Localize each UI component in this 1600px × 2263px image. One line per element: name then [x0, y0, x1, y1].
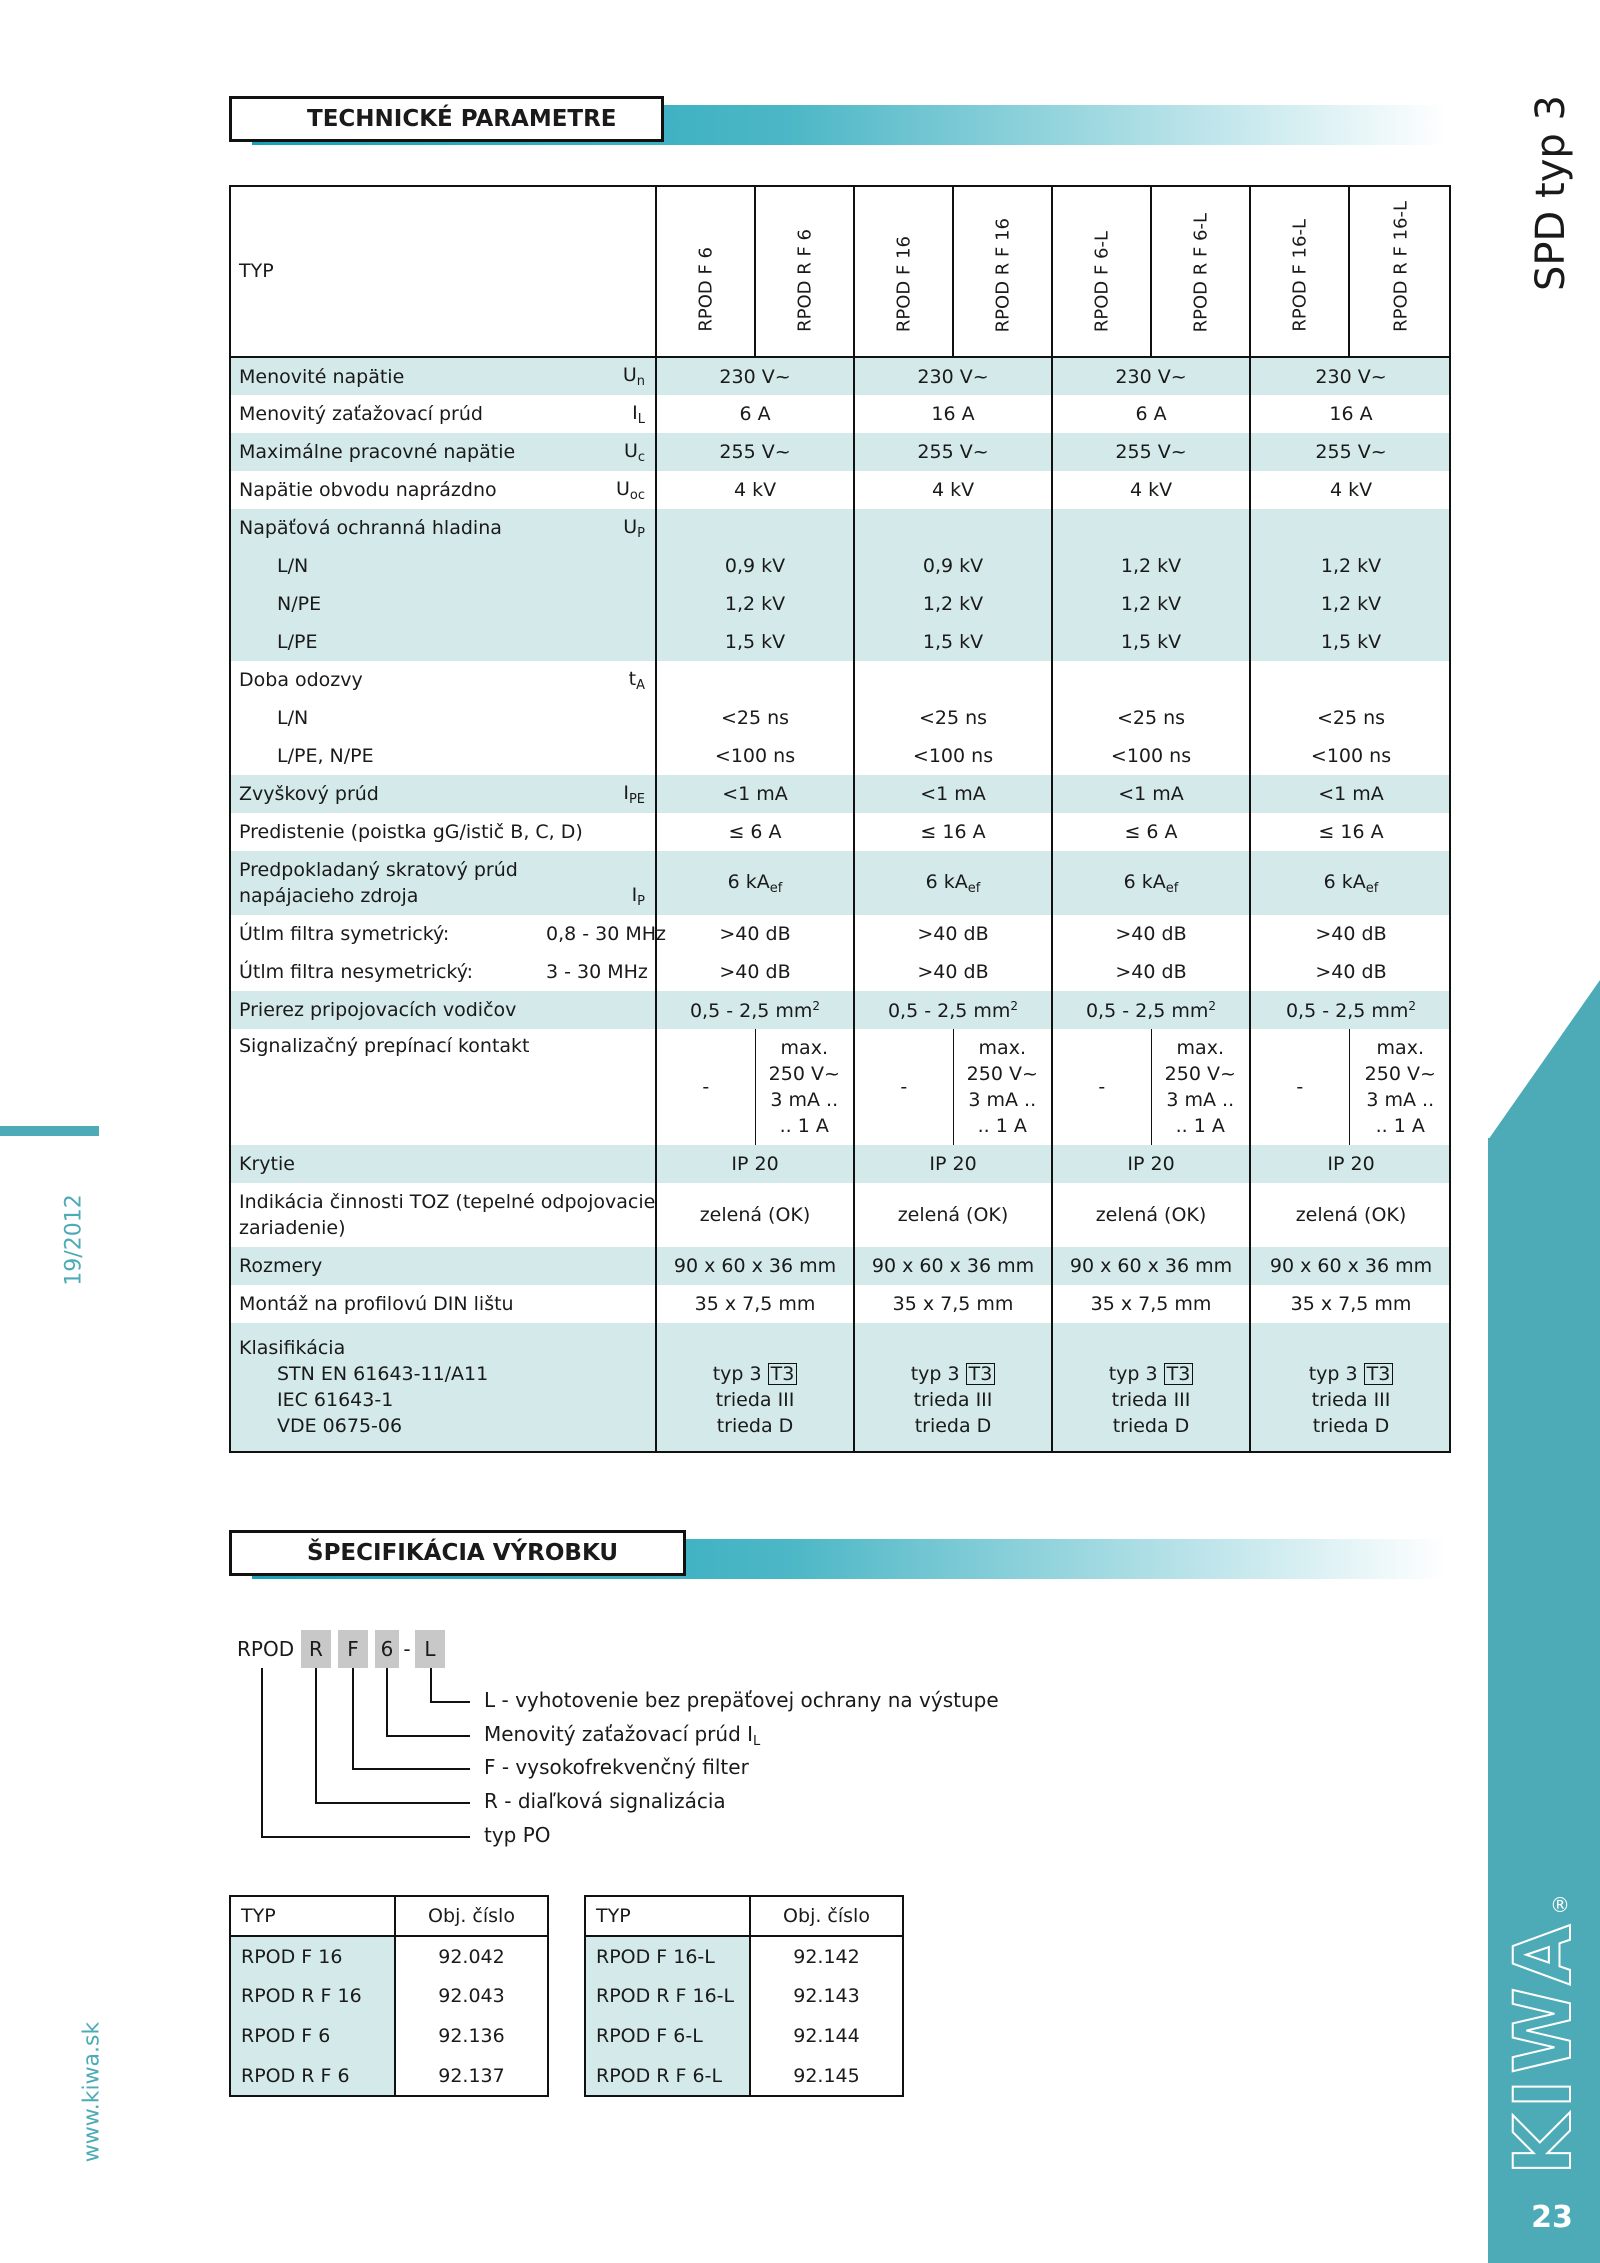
- row-up-lpe: [229, 623, 1451, 661]
- brand-logo: KIWA: [1499, 1918, 1589, 2175]
- row-filter-asym: [229, 953, 1451, 991]
- registered-mark: ®: [1550, 1893, 1570, 1917]
- row-label: Rozmery: [229, 1247, 656, 1285]
- value-cell: 1,5 kV: [854, 623, 1052, 661]
- table-row: [230, 2016, 548, 2056]
- side-title: SPD typ 3: [1528, 95, 1574, 291]
- side-tick-bar: [0, 1126, 99, 1136]
- model-header: RPOD R F 6-L: [1190, 212, 1212, 332]
- value-cell: ≤ 6 A: [1052, 813, 1250, 851]
- value-cell: 1,2 kV: [1250, 547, 1451, 585]
- page-number: 23: [1531, 2200, 1573, 2235]
- value-cell: max. 250 V~ 3 mA .. .. 1 A: [1349, 1029, 1451, 1145]
- value-cell: <100 ns: [1052, 737, 1250, 775]
- row-ip20: [229, 1145, 1451, 1183]
- value-cell: 255 V~: [656, 433, 854, 471]
- table-row: [585, 1976, 903, 2016]
- table-row: [230, 2056, 548, 2096]
- value-cell: 6 $kA_{ef}$: [854, 851, 1052, 915]
- row-label: Montáž na profilovú DIN lištu: [239, 1293, 514, 1315]
- order-type: RPOD R F 16-L: [585, 1976, 750, 2016]
- row-label: Predistenie (poistka gG/istič B, C, D): [239, 821, 583, 843]
- section-title-tech: TECHNICKÉ PARAMETRE: [229, 96, 664, 142]
- row-uc: [229, 433, 1451, 471]
- row-label: Predpokladaný skratový prúd napájacieho zdroja: [229, 851, 536, 915]
- row-label: L/PE, N/PE: [277, 745, 374, 767]
- value-cell: >40 dB: [854, 915, 1052, 953]
- value-cell: 1,2 kV: [854, 585, 1052, 623]
- issue-label: 19/2012: [61, 1194, 87, 1286]
- table-row: [585, 2016, 903, 2056]
- value-cell: IP 20: [1250, 1145, 1451, 1183]
- connector-line: [352, 1668, 354, 1769]
- value-cell: 4 kV: [854, 471, 1052, 509]
- t3-badge: T3: [768, 1363, 798, 1385]
- value-cell: >40 dB: [1052, 915, 1250, 953]
- value-cell: 1,5 kV: [1052, 623, 1250, 661]
- row-label: Signalizačný prepínací kontakt: [239, 1035, 530, 1057]
- value-cell: 230 V~: [854, 357, 1052, 395]
- row-symbol: $I_L$: [632, 401, 646, 427]
- row-ta-ln: [229, 699, 1451, 737]
- side-panel-slant: [1488, 980, 1600, 1140]
- row-wire: [229, 991, 1451, 1029]
- value-cell: max. 250 V~ 3 mA .. .. 1 A: [755, 1029, 854, 1145]
- value-cell: 255 V~: [1250, 433, 1451, 471]
- row-ipe: [229, 775, 1451, 813]
- order-table-2: [584, 1895, 904, 2097]
- value-cell: >40 dB: [1250, 915, 1451, 953]
- value-cell: 0,5 - 2,5 $mm^2$: [1250, 991, 1451, 1029]
- row-symbol: $U_c$: [536, 433, 656, 471]
- legend-f: F - vysokofrekvenčný filter: [484, 1755, 749, 1779]
- value-cell: 35 x 7,5 mm: [854, 1285, 1052, 1323]
- value-cell: 1,2 kV: [656, 585, 854, 623]
- connector-line: [315, 1668, 317, 1803]
- code-part-dash: -: [403, 1637, 411, 1661]
- value-cell: ≤ 16 A: [1250, 813, 1451, 851]
- row-range: 3 - 30 MHz: [546, 961, 648, 983]
- value-cell: IP 20: [1052, 1145, 1250, 1183]
- value-cell: -: [656, 1029, 755, 1145]
- value-cell: typ 3 T3 trieda III trieda D: [1250, 1323, 1451, 1451]
- value-cell: 1,5 kV: [1250, 623, 1451, 661]
- value-cell: zelená (OK): [1250, 1183, 1451, 1247]
- row-label: L/N: [277, 707, 309, 729]
- row-symbol: $I_{PE}$: [536, 775, 656, 813]
- order-number: 92.137: [395, 2056, 548, 2096]
- value-cell: 6 $kA_{ef}$: [1052, 851, 1250, 915]
- value-cell: zelená (OK): [1052, 1183, 1250, 1247]
- order-header: [230, 1896, 548, 1936]
- code-part-f: F: [338, 1630, 368, 1668]
- value-cell: IP 20: [854, 1145, 1052, 1183]
- value-cell: typ 3 T3 trieda III trieda D: [854, 1323, 1052, 1451]
- value-cell: >40 dB: [1250, 953, 1451, 991]
- value-cell: 4 kV: [1250, 471, 1451, 509]
- header-typ: TYP: [229, 185, 656, 357]
- row-symbol: $U_P$: [536, 509, 656, 547]
- row-filter-sym: [229, 915, 1451, 953]
- row-signal: [229, 1029, 1451, 1145]
- value-cell: 0,5 - 2,5 $mm^2$: [854, 991, 1052, 1029]
- value-cell: 90 x 60 x 36 mm: [1052, 1247, 1250, 1285]
- value-cell: 4 kV: [656, 471, 854, 509]
- value-cell: >40 dB: [854, 953, 1052, 991]
- model-header: RPOD F 16: [893, 235, 915, 332]
- value-cell: <100 ns: [656, 737, 854, 775]
- order-number: 92.043: [395, 1976, 548, 2016]
- model-header: RPOD R F 6: [794, 229, 816, 332]
- row-label: Útlm filtra nesymetrický:: [239, 961, 474, 983]
- value-cell: ≤ 16 A: [854, 813, 1052, 851]
- value-cell: 230 V~: [1052, 357, 1250, 395]
- value-cell: <1 mA: [854, 775, 1052, 813]
- value-cell: zelená (OK): [854, 1183, 1052, 1247]
- model-header: RPOD R F 16-L: [1390, 201, 1412, 332]
- row-ta: [229, 661, 1451, 699]
- value-cell: -: [1250, 1029, 1349, 1145]
- connector-line: [261, 1668, 263, 1837]
- model-header: RPOD F 6: [695, 247, 717, 332]
- order-type: RPOD R F 16: [230, 1976, 395, 2016]
- value-cell: 0,5 - 2,5 $mm^2$: [1052, 991, 1250, 1029]
- value-cell: 1,2 kV: [1052, 547, 1250, 585]
- row-label: Napätie obvodu naprázdno: [239, 479, 497, 501]
- row-label: Klasifikácia STN EN 61643-11/A11 IEC 61643-1 VDE 0675-06: [229, 1323, 656, 1451]
- value-cell: <25 ns: [656, 699, 854, 737]
- value-cell: <100 ns: [854, 737, 1052, 775]
- row-label: Útlm filtra symetrický:: [239, 923, 450, 945]
- code-part-6: 6: [375, 1630, 399, 1668]
- row-symbol: $U_n$: [536, 357, 656, 395]
- value-cell: 4 kV: [1052, 471, 1250, 509]
- order-number: 92.042: [395, 1936, 548, 1976]
- order-type: RPOD R F 6-L: [585, 2056, 750, 2096]
- row-label: Indikácia činnosti TOZ (tepelné odpojovacie zariadenie): [239, 1191, 656, 1239]
- row-dim: [229, 1247, 1451, 1285]
- value-cell: >40 dB: [656, 915, 854, 953]
- tech-table: [229, 185, 1451, 1451]
- value-cell: 255 V~: [1052, 433, 1250, 471]
- row-label: L/N: [229, 547, 536, 585]
- connector-line: [430, 1701, 470, 1703]
- value-cell: <25 ns: [1052, 699, 1250, 737]
- value-cell: 90 x 60 x 36 mm: [854, 1247, 1052, 1285]
- row-ta-lpe: [229, 737, 1451, 775]
- order-header-typ: TYP: [230, 1896, 395, 1936]
- legend-r: R - diaľková signalizácia: [484, 1789, 726, 1813]
- row-label: Zvyškový prúd: [229, 775, 536, 813]
- legend-current: Menovitý zaťažovací prúd $I_L$: [484, 1722, 761, 1749]
- website-link[interactable]: www.kiwa.sk: [79, 2021, 105, 2163]
- table-row: [230, 1976, 548, 2016]
- value-cell: 90 x 60 x 36 mm: [656, 1247, 854, 1285]
- order-type: RPOD R F 6: [230, 2056, 395, 2096]
- value-cell: typ 3 T3 trieda III trieda D: [1052, 1323, 1250, 1451]
- row-symbol: $I_P$: [536, 851, 656, 915]
- value-cell: 0,9 kV: [656, 547, 854, 585]
- value-cell: 6 A: [656, 395, 854, 433]
- value-cell: >40 dB: [656, 953, 854, 991]
- model-header: RPOD F 16-L: [1289, 219, 1311, 332]
- value-cell: IP 20: [656, 1145, 854, 1183]
- row-label: Krytie: [229, 1145, 656, 1183]
- connector-line: [315, 1802, 470, 1804]
- value-cell: 0,5 - 2,5 $mm^2$: [656, 991, 854, 1029]
- table-row: [585, 1936, 903, 1976]
- row-il: [229, 395, 1451, 433]
- order-header-typ: TYP: [585, 1896, 750, 1936]
- legend-l: L - vyhotovenie bez prepäťovej ochrany na výstupe: [484, 1688, 999, 1712]
- row-up-npe: [229, 585, 1451, 623]
- order-type: RPOD F 6-L: [585, 2016, 750, 2056]
- value-cell: 90 x 60 x 36 mm: [1250, 1247, 1451, 1285]
- row-label: Doba odozvy: [239, 669, 363, 691]
- row-label: L/PE: [229, 623, 536, 661]
- code-part-r: R: [301, 1630, 331, 1668]
- row-un: [229, 357, 1451, 395]
- value-cell: -: [1052, 1029, 1151, 1145]
- value-cell: 6 $kA_{ef}$: [656, 851, 854, 915]
- value-cell: 1,5 kV: [656, 623, 854, 661]
- order-number: 92.144: [750, 2016, 903, 2056]
- value-cell: <1 mA: [1052, 775, 1250, 813]
- value-cell: ≤ 6 A: [656, 813, 854, 851]
- row-symbol: $U_{oc}$: [615, 477, 646, 503]
- value-cell: <100 ns: [1250, 737, 1451, 775]
- row-up-ln: [229, 547, 1451, 585]
- order-type: RPOD F 6: [230, 2016, 395, 2056]
- value-cell: 6 $kA_{ef}$: [1250, 851, 1451, 915]
- value-cell: 35 x 7,5 mm: [1052, 1285, 1250, 1323]
- connector-line: [386, 1735, 470, 1737]
- value-cell: 0,9 kV: [854, 547, 1052, 585]
- table-row: [585, 2056, 903, 2096]
- row-fuse: [229, 813, 1451, 851]
- value-cell: typ 3 T3 trieda III trieda D: [656, 1323, 854, 1451]
- row-label: Napäťová ochranná hladina: [229, 509, 536, 547]
- row-klasifikacia: [229, 1323, 1451, 1451]
- order-number: 92.136: [395, 2016, 548, 2056]
- value-cell: 16 A: [854, 395, 1052, 433]
- value-cell: 230 V~: [656, 357, 854, 395]
- row-toz: [229, 1183, 1451, 1247]
- row-ip: [229, 851, 1451, 915]
- model-header: RPOD R F 16: [992, 217, 1014, 332]
- t3-badge: T3: [1164, 1363, 1194, 1385]
- row-label: Menovité napätie: [229, 357, 536, 395]
- value-cell: >40 dB: [1052, 953, 1250, 991]
- order-number: 92.143: [750, 1976, 903, 2016]
- order-number: 92.142: [750, 1936, 903, 1976]
- order-type: RPOD F 16: [230, 1936, 395, 1976]
- order-header-num: Obj. číslo: [750, 1896, 903, 1936]
- value-cell: 1,2 kV: [1250, 585, 1451, 623]
- row-label: Prierez pripojovacích vodičov: [229, 991, 656, 1029]
- code-part-rpod: RPOD: [237, 1637, 295, 1661]
- code-part-l: L: [415, 1630, 445, 1668]
- value-cell: 35 x 7,5 mm: [656, 1285, 854, 1323]
- order-header: [585, 1896, 903, 1936]
- t3-badge: T3: [966, 1363, 996, 1385]
- value-cell: 16 A: [1250, 395, 1451, 433]
- row-label: Maximálne pracovné napätie: [229, 433, 536, 471]
- value-cell: -: [854, 1029, 953, 1145]
- order-header-num: Obj. číslo: [395, 1896, 548, 1936]
- connector-line: [352, 1768, 470, 1770]
- order-table-1: [229, 1895, 549, 2097]
- order-number: 92.145: [750, 2056, 903, 2096]
- section-title-spec: ŠPECIFIKÁCIA VÝROBKU: [229, 1530, 686, 1576]
- order-type: RPOD F 16-L: [585, 1936, 750, 1976]
- value-cell: max. 250 V~ 3 mA .. .. 1 A: [1151, 1029, 1250, 1145]
- row-label: N/PE: [229, 585, 536, 623]
- model-header: RPOD F 6-L: [1091, 230, 1113, 332]
- connector-line: [261, 1836, 470, 1838]
- connector-line: [430, 1668, 432, 1702]
- row-range: 0,8 - 30 MHz: [546, 923, 667, 945]
- t3-badge: T3: [1364, 1363, 1394, 1385]
- value-cell: 255 V~: [854, 433, 1052, 471]
- value-cell: 6 A: [1052, 395, 1250, 433]
- row-uoc: [229, 471, 1451, 509]
- row-symbol: $t_A$: [628, 667, 646, 693]
- value-cell: 1,2 kV: [1052, 585, 1250, 623]
- value-cell: <1 mA: [656, 775, 854, 813]
- value-cell: max. 250 V~ 3 mA .. .. 1 A: [953, 1029, 1052, 1145]
- row-din: [229, 1285, 1451, 1323]
- legend-typ: typ PO: [484, 1823, 551, 1847]
- value-cell: <25 ns: [1250, 699, 1451, 737]
- value-cell: <25 ns: [854, 699, 1052, 737]
- header-row: [229, 185, 1451, 357]
- value-cell: 35 x 7,5 mm: [1250, 1285, 1451, 1323]
- row-label: Menovitý zaťažovací prúd: [239, 403, 483, 425]
- value-cell: zelená (OK): [656, 1183, 854, 1247]
- value-cell: 230 V~: [1250, 357, 1451, 395]
- row-up: [229, 509, 1451, 547]
- table-row: [230, 1936, 548, 1976]
- value-cell: <1 mA: [1250, 775, 1451, 813]
- connector-line: [386, 1668, 388, 1736]
